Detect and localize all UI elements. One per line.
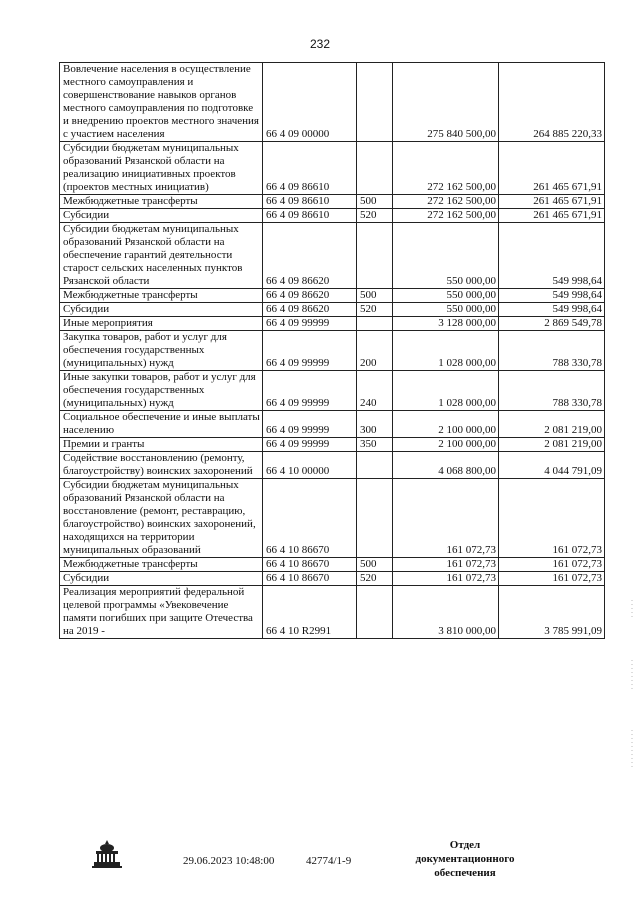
- row-fact-amount: 261 465 671,91: [499, 209, 605, 223]
- row-plan-amount: 550 000,00: [393, 303, 499, 317]
- table-row: [60, 438, 605, 452]
- budget-table: [59, 62, 605, 639]
- row-code: 66 4 09 86610: [263, 142, 357, 195]
- row-name: Субсидии бюджетам муниципальных образований Рязанской области на восстановление (ремонт, реставрацию, благоустройство) воинских захоронений, находящихся на территории муниципальных образований: [60, 479, 263, 558]
- row-expense-type: [357, 479, 393, 558]
- row-code: 66 4 10 86670: [263, 558, 357, 572]
- row-code: 66 4 09 99999: [263, 438, 357, 452]
- footer-doc-number: 42774/1-9: [306, 855, 352, 867]
- row-plan-amount: 161 072,73: [393, 479, 499, 558]
- row-name: Закупка товаров, работ и услуг для обеспечения государственных (муниципальных) нужд: [60, 331, 263, 371]
- row-name: Субсидии бюджетам муниципальных образований Рязанской области на обеспечение гарантий деятельности старост сельских населенных пунктов Рязанской области: [60, 223, 263, 289]
- table-row: [60, 586, 605, 639]
- row-expense-type: 520: [357, 303, 393, 317]
- table-row: [60, 479, 605, 558]
- row-name: Премии и гранты: [60, 438, 263, 452]
- table-row: [60, 411, 605, 438]
- row-plan-amount: 161 072,73: [393, 558, 499, 572]
- table-row: [60, 142, 605, 195]
- row-name: Субсидии: [60, 303, 263, 317]
- row-expense-type: [357, 586, 393, 639]
- row-name: Иные закупки товаров, работ и услуг для обеспечения государственных (муниципальных) нужд: [60, 371, 263, 411]
- row-fact-amount: 549 998,64: [499, 223, 605, 289]
- table-row: [60, 317, 605, 331]
- row-plan-amount: 275 840 500,00: [393, 63, 499, 142]
- row-plan-amount: 550 000,00: [393, 289, 499, 303]
- row-fact-amount: 4 044 791,09: [499, 452, 605, 479]
- row-fact-amount: 261 465 671,91: [499, 142, 605, 195]
- page-number: 232: [309, 37, 331, 51]
- row-expense-type: 520: [357, 572, 393, 586]
- row-code: 66 4 09 86620: [263, 289, 357, 303]
- table-row: [60, 195, 605, 209]
- row-plan-amount: 272 162 500,00: [393, 209, 499, 223]
- row-fact-amount: 549 998,64: [499, 289, 605, 303]
- row-name: Межбюджетные трансферты: [60, 195, 263, 209]
- row-fact-amount: 2 081 219,00: [499, 411, 605, 438]
- row-name: Реализация мероприятий федеральной целевой программы «Увековечение памяти погибших при защите Отечества на 2019 -: [60, 586, 263, 639]
- row-name: Субсидии: [60, 209, 263, 223]
- row-fact-amount: 2 869 549,78: [499, 317, 605, 331]
- table-row: [60, 371, 605, 411]
- table-row: [60, 558, 605, 572]
- row-code: 66 4 10 86670: [263, 572, 357, 586]
- row-code: 66 4 10 86670: [263, 479, 357, 558]
- row-expense-type: [357, 317, 393, 331]
- row-name: Субсидии бюджетам муниципальных образований Рязанской области на реализацию инициативных проектов (проектов местных инициатив): [60, 142, 263, 195]
- row-expense-type: [357, 452, 393, 479]
- row-expense-type: 200: [357, 331, 393, 371]
- table-row: [60, 223, 605, 289]
- row-name: Иные мероприятия: [60, 317, 263, 331]
- row-plan-amount: 2 100 000,00: [393, 438, 499, 452]
- table-row: [60, 209, 605, 223]
- row-fact-amount: 264 885 220,33: [499, 63, 605, 142]
- row-expense-type: [357, 142, 393, 195]
- row-code: 66 4 09 99999: [263, 317, 357, 331]
- table-row: [60, 289, 605, 303]
- row-plan-amount: 1 028 000,00: [393, 371, 499, 411]
- table-row: [60, 331, 605, 371]
- row-expense-type: 300: [357, 411, 393, 438]
- row-name: Содействие восстановлению (ремонту, благоустройству) воинских захоронений: [60, 452, 263, 479]
- table-row: [60, 452, 605, 479]
- row-expense-type: 500: [357, 195, 393, 209]
- scan-edge-marks: [630, 600, 634, 780]
- row-plan-amount: 272 162 500,00: [393, 142, 499, 195]
- row-expense-type: 500: [357, 289, 393, 303]
- row-fact-amount: 788 330,78: [499, 331, 605, 371]
- row-expense-type: [357, 223, 393, 289]
- row-name: Субсидии: [60, 572, 263, 586]
- row-code: 66 4 09 99999: [263, 331, 357, 371]
- row-expense-type: 240: [357, 371, 393, 411]
- row-plan-amount: 4 068 800,00: [393, 452, 499, 479]
- row-name: Вовлечение населения в осуществление местного самоуправления и совершенствование навыков органов местного самоуправления по подготовке и внедрению проектов местного значения с участием населения: [60, 63, 263, 142]
- footer-datetime: 29.06.2023 10:48:00: [183, 855, 275, 867]
- row-code: 66 4 09 86620: [263, 223, 357, 289]
- row-code: 66 4 09 86610: [263, 209, 357, 223]
- row-code: 66 4 09 00000: [263, 63, 357, 142]
- row-code: 66 4 09 99999: [263, 411, 357, 438]
- row-plan-amount: 3 128 000,00: [393, 317, 499, 331]
- row-plan-amount: 550 000,00: [393, 223, 499, 289]
- row-plan-amount: 1 028 000,00: [393, 331, 499, 371]
- row-code: 66 4 10 00000: [263, 452, 357, 479]
- row-fact-amount: 549 998,64: [499, 303, 605, 317]
- row-plan-amount: 161 072,73: [393, 572, 499, 586]
- duma-logo-icon: [90, 837, 124, 871]
- table-row: [60, 572, 605, 586]
- row-name: Межбюджетные трансферты: [60, 289, 263, 303]
- row-fact-amount: 161 072,73: [499, 572, 605, 586]
- row-fact-amount: 3 785 991,09: [499, 586, 605, 639]
- row-name: Социальное обеспечение и иные выплаты населению: [60, 411, 263, 438]
- row-name: Межбюджетные трансферты: [60, 558, 263, 572]
- row-fact-amount: 161 072,73: [499, 558, 605, 572]
- row-expense-type: 500: [357, 558, 393, 572]
- row-plan-amount: 272 162 500,00: [393, 195, 499, 209]
- row-expense-type: 520: [357, 209, 393, 223]
- row-plan-amount: 3 810 000,00: [393, 586, 499, 639]
- row-plan-amount: 2 100 000,00: [393, 411, 499, 438]
- row-fact-amount: 161 072,73: [499, 479, 605, 558]
- row-expense-type: 350: [357, 438, 393, 452]
- row-code: 66 4 09 86610: [263, 195, 357, 209]
- row-fact-amount: 2 081 219,00: [499, 438, 605, 452]
- row-expense-type: [357, 63, 393, 142]
- row-code: 66 4 09 99999: [263, 371, 357, 411]
- row-code: 66 4 10 R2991: [263, 586, 357, 639]
- row-fact-amount: 261 465 671,91: [499, 195, 605, 209]
- table-row: [60, 63, 605, 142]
- row-code: 66 4 09 86620: [263, 303, 357, 317]
- table-row: [60, 303, 605, 317]
- row-fact-amount: 788 330,78: [499, 371, 605, 411]
- footer-department: Отдел документационного обеспечения: [415, 839, 515, 879]
